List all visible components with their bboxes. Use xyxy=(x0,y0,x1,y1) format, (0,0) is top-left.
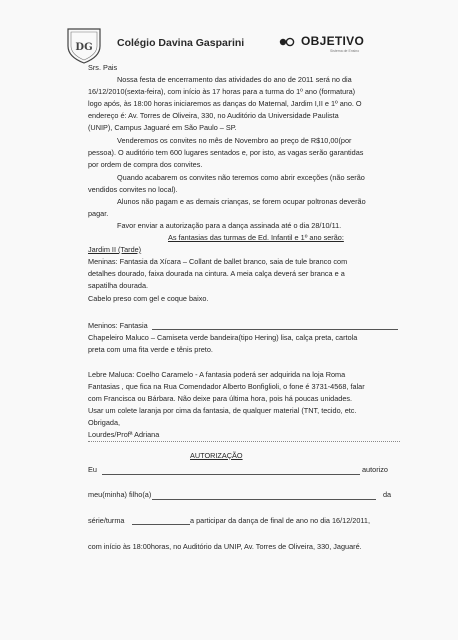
eu-label: Eu xyxy=(88,465,97,474)
paragraph-1-line: logo após, às 18:00 horas iniciaremos as danças do Maternal, Jardim I,II e 1º ano. O xyxy=(88,99,362,108)
da-label: da xyxy=(383,490,392,499)
school-name: Colégio Davina Gasparini xyxy=(117,37,245,49)
class-field[interactable] xyxy=(132,524,190,525)
child-name-field[interactable] xyxy=(152,499,376,500)
participar-text: a participar da dança de final de ano no dia 16/12/2011, xyxy=(190,516,370,525)
filho-label: meu(minha) filho(a) xyxy=(88,490,152,499)
brand-name: OBJETIVO xyxy=(301,34,365,48)
autorizo-label: autorizo xyxy=(362,465,388,474)
lebre-line: com Francisca ou Bárbara. Não deixe para última hora, pois há poucas unidades. xyxy=(88,394,353,403)
meninos-label: Meninos: Fantasia xyxy=(88,321,148,330)
paragraph-5: Favor enviar a autorização para a dança assinada até o dia 28/10/11. xyxy=(117,221,342,230)
authorization-title: AUTORIZAÇÃO xyxy=(190,451,243,460)
school-crest-icon xyxy=(65,26,103,64)
paragraph-3-line: Quando acabarem os convites não teremos como abrir exceções (não serão xyxy=(117,173,365,182)
lebre-line: Fantasias , que fica na Rua Comendador Alberto Bonfiglioli, o fone é 3731-4568, falar xyxy=(88,382,365,391)
paragraph-1-line: (UNIP), Campus Jaguaré em São Paulo – SP. xyxy=(88,123,237,132)
cut-line xyxy=(88,441,400,442)
signature: Lourdes/Profª Adriana xyxy=(88,430,160,439)
name-field[interactable] xyxy=(102,474,360,475)
paragraph-2-line: por ordem de compra dos convites. xyxy=(88,160,203,169)
paragraph-3-line: vendidos convites no local). xyxy=(88,185,178,194)
paragraph-1-line: 16/12/2010(sexta-feira), com início às 17 horas para a turma do 1º ano (formatura) xyxy=(88,87,356,96)
fantasias-heading: As fantasias das turmas de Ed. Infantil e 1º ano serão: xyxy=(168,233,344,242)
paragraph-1-line: endereço é: Av. Torres de Oliveira, 330, no Auditório da Universidade Paulista xyxy=(88,111,339,120)
meninos-blank-line xyxy=(152,329,398,330)
lebre-line: Lebre Maluca: Coelho Caramelo - A fantasia poderá ser adquirida na loja Roma xyxy=(88,370,346,379)
serie-label: série/turma xyxy=(88,516,125,525)
lebre-line: Usar um colete laranja por cima da fantasia, de qualquer material (TNT, tecido, etc. xyxy=(88,406,357,415)
paragraph-2-line: pessoa). O auditório tem 600 lugares sentados e, por isto, as vagas serão garantidas xyxy=(88,148,364,157)
objetivo-logo-icon xyxy=(279,36,295,48)
closing: Obrigada, xyxy=(88,418,121,427)
meninas-line: Meninas: Fantasia da Xícara – Collant de ballet branco, saia de tule branco com xyxy=(88,257,348,266)
paragraph-1-line: Nossa festa de encerramento das atividades do ano de 2011 será no dia xyxy=(117,75,352,84)
svg-text:DG: DG xyxy=(75,42,93,53)
paragraph-2-line: Venderemos os convites no mês de Novembro ao preço de R$10,00(por xyxy=(117,136,352,145)
final-text: com início às 18:00horas, no Auditório da UNIP, Av. Torres de Oliveira, 330, Jaguaré. xyxy=(88,542,362,551)
meninas-line: sapatilha dourada. xyxy=(88,281,149,290)
meninos-line: Chapeleiro Maluco – Camiseta verde bandeira(tipo Hering) lisa, calça preta, cartola xyxy=(88,333,358,342)
paragraph-4-line: Alunos não pagam e as demais crianças, se forem ocupar poltronas deverão xyxy=(117,197,366,206)
paragraph-4-line: pagar. xyxy=(88,209,109,218)
greeting: Srs. Pais xyxy=(88,63,118,72)
brand-subtitle: Sistema de Ensino xyxy=(330,49,360,53)
cabelo-line: Cabelo preso com gel e coque baixo. xyxy=(88,294,209,303)
jardim-heading: Jardim II (Tarde) xyxy=(88,245,142,254)
meninos-line: preta com uma fita verde e tênis preto. xyxy=(88,345,213,354)
meninas-line: detalhes dourado, faixa dourada na cintura. A meia calça deverá ser branca e a xyxy=(88,269,345,278)
